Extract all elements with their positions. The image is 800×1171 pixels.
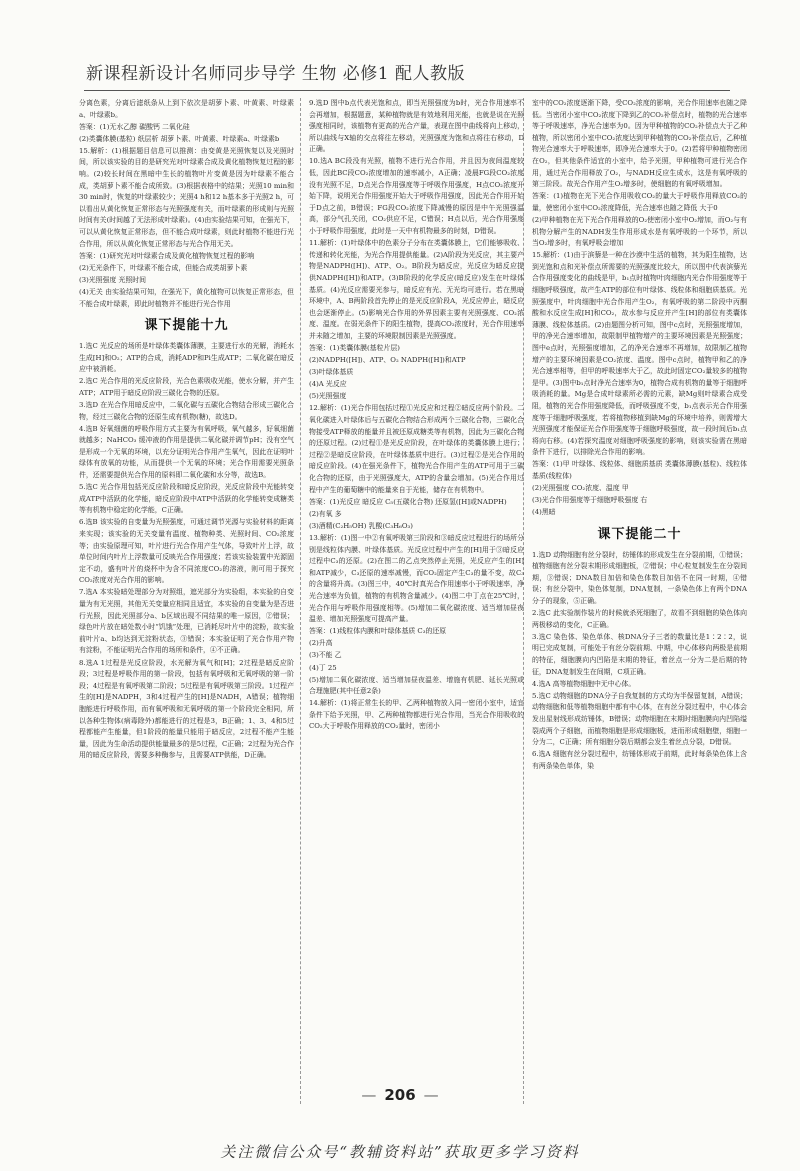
- paragraph: 5.选C 动物细胞的DNA分子自我复制的方式均为半保留复制，A错误；动物细胞和低等植物细胞中都有中心体，在有丝分裂过程中，中心体会发出星射线形成纺锤体，B错误；动物细胞在末期时细胞膜向内凹陷缢裂成两个子细胞，而植物细胞是形成细胞板，进而形成细胞壁，细胞一分为二，C正确；所有细胞分裂后期都会发生着丝点分裂，D错误。: [532, 691, 747, 747]
- paragraph: 6.选A 细胞有丝分裂过程中，纺锤体形成于前期，此时每条染色体上含有两条染色单体，染: [532, 750, 747, 770]
- paragraph: 3.选C 染色体、染色单体、核DNA分子三者的数量比是1∶2∶2，说明已完成复制，可能处于有丝分裂前期、中期，中心体移向两极是前期的特征，细胞膜向内凹陷是末期的特征，着丝点一分为二是后期的特征，DNA复制发生在间期，C项正确。: [532, 632, 747, 676]
- section-heading: 课下提能二十: [597, 526, 682, 542]
- footer-note: 关注微信公众号“教辅资料站”获取更多学习资料: [220, 1143, 580, 1161]
- paragraph: 7.选A 本实验暗处理部分为对照组，遮光部分为实验组，本实验的自变量为有无光照，其他无关变量应相同且适宜，本实验的自变量为是否进行光照，因此光照部分a、b区域出现不同结果的唯一原因，②错误；绿色叶片放在暗处数小时“饥饿”处理，已消耗尽叶片中的淀粉，故实验前叶片a、b均达到无淀粉状态，③错误；本实验证明了光合作用产物有淀粉，不能证明光合作用的场所和条件，④不正确。: [79, 588, 294, 655]
- answer: (3)光合作用强度等于细胞呼吸强度 右: [532, 496, 648, 505]
- answer: (4)A 光反应: [309, 380, 347, 389]
- page-number: — 206 —: [0, 1086, 800, 1104]
- page-header: [84, 56, 730, 91]
- answer: (5)增加二氧化碳浓度、适当增加昼夜温差、增施有机肥、延长光照或合理施肥(其中任意2条): [309, 675, 524, 696]
- answer: 答案：(1)植物在光下光合作用吸收CO₂的量大于呼吸作用释放CO₂的量，使密闭小室中CO₂浓度降低，光合速率也随之降低 大于0: [532, 192, 747, 212]
- section-heading: 课下提能十九: [144, 318, 229, 334]
- answer: (2)NADPH([H])、ATP、O₂ NADPH([H])和ATP: [309, 356, 466, 365]
- answer: (3)不能 乙: [309, 651, 342, 660]
- paragraph: 8.选A 1过程是光反应阶段，水光解为氧气和[H]；2过程是暗反应阶段；3过程是呼吸作用的第一阶段，包括有氧呼吸和无氧呼吸的第一阶段；4过程是有氧呼吸第二阶段；5过程是有氧呼吸第三阶段。1过程产生的[H]是NADPH，3和4过程产生的[H]是NADH，A错误；植物细胞能进行呼吸作用，而有氧呼吸和无氧呼吸的第一个阶段完全相同，所以各种生物体(病毒除外)都能进行的过程是3，B正确；1、3、4和5过程都能产生能量，但1阶段的能量只能用于暗反应，2过程不能产生能量，因此为生命活动提供能量最多的是5过程，C正确；2过程为光合作用的暗反应阶段，需要多种酶参与，且需要ATP供能，D正确。: [79, 658, 294, 760]
- paragraph: 4.选A 高等植物细胞中无中心体。: [532, 679, 636, 688]
- answer: 答案：(1)甲 叶绿体、线粒体、细胞质基质 类囊体薄膜(基粒)、线粒体基质(线粒体): [532, 460, 747, 480]
- answer: (2)升高: [309, 639, 333, 648]
- answer: (3)光照强度 光照时间: [79, 275, 147, 284]
- paragraph: 9.选D 图中b点代表光饱和点，即当光照强度为b时，光合作用速率不会再增加，根据题意，某种植物就是有效地利用光能，也就是说在光照强度相同时，该植物有更高的光合产量，表现在图中曲线将向上移动，所以曲线与X轴的交点将往左移动，光照强度为饱和点将往右移动，D正确。: [309, 99, 524, 154]
- answer: (4)丁 25: [309, 663, 337, 672]
- column-middle: [309, 98, 524, 1098]
- paragraph: 室中的CO₂浓度逐渐下降，受CO₂浓度的影响，光合作用速率也随之降低。当密闭小室中CO₂浓度下降到乙的CO₂补偿点时，植物的光合速率等于呼吸速率，净光合速率为0。因为甲种植物的CO₂补偿点大于乙种植物，所以密闭小室中CO₂浓度达到甲种植物的CO₂补偿点后，乙种植物光合速率大于呼吸速率，即净光合速率大于0。(2)若将甲种植物密闭在O₂，但其他条件适宜的小室中，给予光照，甲种植物可进行光合作用，通过光合作用释放了O₂，与NADH反应生成水，这是有氧呼吸的第三阶段。故光合作用产生O₂增多时，使细胞的有氧呼吸增加。: [532, 99, 747, 189]
- answer: 答案：(1)类囊体膜(基粒片层): [309, 343, 400, 352]
- answer: (2)甲种植物在光下光合作用释放的O₂使密闭小室中O₂增加，而O₂与有机物分解产生的NADH发生作用形成水是有氧呼吸的一个环节，所以当O₂增多时，有氧呼吸会增加: [532, 215, 747, 248]
- column-right: [532, 98, 747, 1098]
- answer: (2)光照强度 CO₂浓度、温度 甲: [532, 484, 629, 493]
- paragraph: 1.选C 光反应的场所是叶绿体类囊体薄膜，主要进行水的光解，消耗水生成[H]和O₂；ATP的合成，消耗ADP和Pi生成ATP；二氧化碳在暗反应中被消耗。: [79, 342, 294, 374]
- paragraph: 12.解析：(1)光合作用包括过程①光反应和过程②暗反应两个阶段。二氧化碳进入叶绿体后与五碳化合物结合形成两个三碳化合物，三碳化合物接受ATP释放的能量并且被还原成糖类等有机物，因此为三碳化合物的还原过程。(2)过程①是光反应阶段，在叶绿体的类囊体膜上进行；过程②是暗反应阶段，在叶绿体基质中进行。(3)过程②是光合作用的暗反应阶段。(4)在强光条件下，植物光合作用产生的ATP可用于三碳化合物的还原，由于光照强度大，ATP的含量会增加。(5)光合作用过程中产生的葡萄糖中的能量来自于光能，储存在有机物中。: [309, 404, 524, 494]
- paragraph: 13.解析：(1)图一中②有氧呼吸第三阶段和③暗反应过程进行的场所分别是线粒体内膜、叶绿体基质。光反应过程中产生的[H]用于③暗反应过程中C₃的还原。(2)在图二的乙点突然停止光照，光反应产生的[H]和ATP减少，C₃还原的速率减慢，而CO₂固定产生C₃的量不变，故C₃的含量将升高。(3)图三中，40℃时真光合作用速率小于呼吸速率，净光合速率为负值，植物的有机物含量减少。(4)图二中丁点在25℃时，光合作用与呼吸作用强度相等。(5)增加二氧化碳浓度、适当增加昼夜温差、增加光照强度可提高产量。: [309, 533, 524, 624]
- column-divider: [300, 98, 301, 1104]
- paragraph: 3.选D 在光合作用暗反应中，二氧化碳与五碳化合物结合形成三碳化合物，经过三碳化合物的还原生成有机物(糖)，故选D。: [79, 400, 294, 421]
- paragraph: 2.选C 光合作用的光反应阶段，光合色素吸收光能，使水分解，并产生ATP；ATP用于暗反应阶段三碳化合物的还原。: [79, 377, 294, 397]
- paragraph: 15.解析：(1)根据题目信息可以推测：由变黄是光照恢复以及光照时间，所以该实验的目的是研究光对叶绿素合成及黄化植物恢复过程的影响。(2)较长时间在黑暗中生长的植物叶片变黄是因为叶绿素不能合成，类胡萝卜素不能合成所致。(3)根据表格中的结果；光照10 min和30 min时，恢复的叶绿素较少；光照4 h和12 h基本多于光照2 h，可以看出从黄化恢复正常形态与光照强度有关，而叶绿素的形成则与光照时间有关(时间越了无法形成叶绿素)。(4)由实验结果可知，在强光下，可以从黄化恢复正常形态，但不能合成叶绿素，则此时植物不能进行光合作用，所以从黄化恢复正常形态与光合作用无关。: [79, 146, 294, 248]
- answer: (3)叶绿体基质: [309, 368, 354, 377]
- answer: 答案：(1)无水乙醇 碳酸钙 二氧化硅: [79, 122, 190, 131]
- answer: (3)酒精(C₂H₅OH) 乳酸(C₃H₆O₃): [309, 521, 413, 530]
- paragraph: 2.选C 此实验制作装片的时候就杀死细胞了，故看不到细胞的染色体向两极移动的变化，C正确。: [532, 609, 747, 629]
- paragraph: 4.选B 好氧细菌的呼吸作用方式主要为有氧呼吸，氧气越多，好氧细菌就越多；NaHCO₃ 缓冲液的作用是提供二氧化碳并调节pH；没有空气是形成一个无氧的环境，以充分证明光合作用产生氧气，因此在证明叶绿体有放氧的功能，从而提供一个无氧的环境；光合作用需要光照条件，还需要提供光合作用的原料即二氧化碳和水分等，故选B。: [79, 424, 294, 480]
- answer: (4)黑暗: [532, 508, 556, 517]
- answer: (2)类囊体膜(基粒) 纸层析 胡萝卜素、叶黄素、叶绿素a、叶绿素b: [79, 134, 280, 143]
- paragraph: 分离色素，分离后滤纸条从上到下依次是胡萝卜素、叶黄素、叶绿素a、叶绿素b。: [79, 99, 294, 119]
- paragraph: 15.解析：(1)由于滨藜是一种在沙漠中生活的植物，其为阳生植物，达到光饱和点和光补偿点所需要的光照强度比较大，所以图中代表滨藜光合作用强度变化的曲线是甲，b₁点时植物叶肉细胞内光合作用强度等于细胞呼吸强度，故产生ATP的部位有叶绿体、线粒体和细胞质基质。光照强度中，叶肉细胞中光合作用产生O₂，有氧呼吸的第二阶段中丙酮酸和水反应生成[H]和CO₂，故水参与反应并产生[H]的部位有类囊体薄膜、线粒体基质。(2)由题图分析可知，图中c点时，光照强度增加，甲的净光合速率增加，故限制甲植物增产的主要环境因素是光照强度；图中e点时，光照强度增加，乙的净光合速率不再增加，故限制乙植物增产的主要环境因素是CO₂浓度、温度。图中c点时，植物甲和乙的净光合速率相等，但甲的呼吸速率大于乙，故此时固定CO₂量较多的植物是甲。(3)图中b₁点时净光合速率为0，植物合成有机物的量等于细胞呼吸消耗的量。Mg是合成叶绿素所必需的元素，缺Mg则叶绿素合成受阻，植物的光合作用强度降低，而呼吸强度不变，b₁点表示光合作用强度等于细胞呼吸强度，若将植物移植到缺Mg的环境中培养，则需增大光照强度才能保证光合作用强度等于细胞呼吸强度，故一段时间后b₁点将向右移。(4)若探究温度对细胞呼吸强度的影响，则该实验需在黑暗条件下进行，以排除光合作用的影响。: [532, 251, 747, 457]
- answer: 答案：(1)研究光对叶绿素合成及黄化植物恢复过程的影响: [79, 251, 255, 260]
- answer: (2)无光条件下，叶绿素不能合成，但能合成类胡萝卜素: [79, 263, 248, 272]
- paragraph: 14.解析：(1)将正常生长的甲、乙两种植物放入同一密闭小室中，适宜条件下给予光照，甲、乙两种植物都进行光合作用，当光合作用吸收的CO₂大于呼吸作用释放的CO₂量时，密闭小: [309, 699, 524, 731]
- paragraph: 11.解析：(1)叶绿体中的色素分子分布在类囊体膜上，它们能够吸收、传递和转化光能，为光合作用提供能量。(2)A阶段为光反应，其主要产物是NADPH([H])、ATP、O₂。B阶段为暗反应，光反应为暗反应提供NADPH([H])和ATP。(3)B阶段的化学反应(暗反应)发生在叶绿体基质。(4)光反应需要光参与，暗反应有光、无光均可进行。若在黑暗环境中，A、B两阶段首先停止的是光反应阶段A，光反应停止，暗反应也会逐渐停止。(5)影响光合作用的外界因素主要有光照强度、CO₂浓度、温度。在弱光条件下的阳生植物，提高CO₂浓度时，光合作用速率并未随之增加，主要的环境限制因素是光照强度。: [309, 239, 524, 340]
- answer: (5)光照强度: [309, 392, 347, 401]
- header-title: 新课程新设计名师同步导学 生物 必修1 配人教版: [86, 64, 466, 84]
- answer: (2)有氧 多: [309, 509, 342, 518]
- column-left: [79, 98, 294, 1098]
- paragraph: 1.选D 动物细胞有丝分裂时，纺锤体的形成发生在分裂前期，①错误；植物细胞有丝分裂末期形成细胞板，②错误；中心粒复制发生在分裂间期，③错误；DNA数目加倍和染色体数目加倍不在同一时期，④错误；有丝分裂中，染色体复制，DNA复制，一条染色体上有两个DNA分子的现象，⑤正确。: [532, 550, 747, 606]
- paragraph: 5.选C 光合作用包括光反应阶段和暗反应阶段，光反应阶段中光能转变成ATP中活跃的化学能，暗反应阶段中ATP中活跃的化学能转变成糖类等有机物中稳定的化学能，C正确。: [79, 483, 294, 515]
- paragraph: 6.选B 该实验的自变量为光照强度，可通过调节光源与实验材料的距离来实现；该实验的无关变量有温度、植物种类、光照时间、CO₂浓度等；由实验原理可知，叶片进行光合作用产生气体，导致叶片上浮，故单位时间内叶片上浮数量可反映光合作用强度；若该实验装置中光源固定不动，盛有叶片的烧杯中为含不同浓度CO₂的溶液，则可用于探究CO₂浓度对光合作用的影响。: [79, 518, 294, 585]
- answer: 答案：(1)光反应 暗反应 C₅(五碳化合物) 还原氢([H]或NADPH): [309, 497, 507, 506]
- answer: 答案：(1)线粒体内膜和叶绿体基质 C₃的还原: [309, 627, 447, 636]
- paragraph: 10.选A BC段没有光照，植物不进行光合作用，并且因为夜间温度较低，因此BC段CO₂浓度增加的速率减小，A正确；凌晨FG段CO₂浓度没有光照不足，D点光合作用强度等于呼吸作用强度，H点CO₂浓度开始下降，说明光合作用强度开始大于呼吸作用强度，因此光合作用开始于D点之前，B错误；FG段CO₂浓度下降减慢的原因是中午光照强温高，部分气孔关闭，CO₂供应不足，C错误；H点以后，光合作用强度小于呼吸作用强度，此时是一天中有机物最多的时刻，D错误。: [309, 157, 524, 236]
- answer: (4)无关 由实验结果可知，在强光下，黄化植物可以恢复正常形态，但不能合成叶绿素，即此时植物并不能进行光合作用: [79, 288, 294, 308]
